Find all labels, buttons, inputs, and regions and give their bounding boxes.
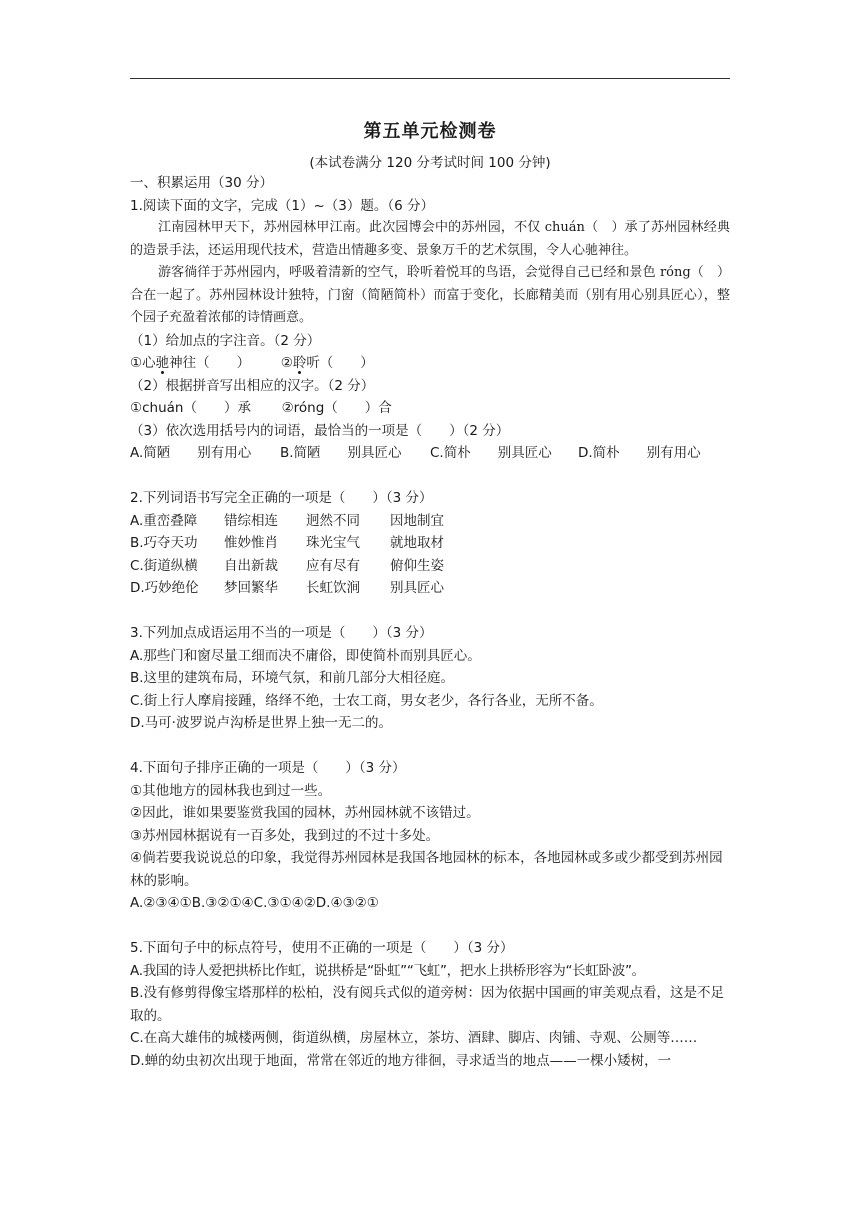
question-5-option-b: B.没有修剪得像宝塔那样的松柏，没有阅兵式似的道旁树：因为依据中国画的审美观点看，这是不足取的。 <box>130 985 725 1024</box>
question-4-item-2: ②因此，谁如果要鉴赏我国的园林，苏州园林就不该错过。 <box>130 805 480 821</box>
header-rule <box>130 78 730 79</box>
word: 错综相连 <box>224 512 278 529</box>
question-4-answers: A.②③④①B.③②①④C.③①④②D.④③②① <box>130 895 379 911</box>
question-1-options <box>130 442 730 465</box>
dotted-char: 聆 <box>292 355 307 371</box>
word: 迥然不同 <box>306 512 360 529</box>
exam-content <box>130 172 730 1072</box>
option-a: A.简陋 别有用心 <box>130 445 252 461</box>
section-heading: 一、积累运用（30 分） <box>130 175 273 191</box>
question-1-sub-3: （3）依次选用括号内的词语，最恰当的一项是（ ）（2 分） <box>130 422 510 439</box>
question-3-option-d: D.马可·波罗说卢沟桥是世界上独一无二的。 <box>130 715 392 731</box>
sub-2-item-b: ②róng（ ）合 <box>281 400 392 416</box>
word: 就地取材 <box>390 535 444 551</box>
word: 惟妙惟肖 <box>224 535 278 551</box>
question-4-item-3: ③苏州园林据说有一百多处，我到过的不过十多处。 <box>130 827 440 844</box>
question-5-option-d: D.蝉的幼虫初次出现于地面，常常在邻近的地方徘徊，寻求适当的地点——一棵小矮树，一 <box>130 1052 672 1069</box>
question-5-option-a: A.我国的诗人爱把拱桥比作虹，说拱桥是“卧虹”“飞虹”，把水上拱桥形容为“长虹卧波”。 <box>130 962 645 979</box>
word: 俯仰生姿 <box>390 557 444 574</box>
question-1-sub-1: （1）给加点的字注音。（2 分） <box>130 332 321 349</box>
question-4-stem: 4.下面句子排序正确的一项是（ ）（3 分） <box>130 760 406 776</box>
word: B.巧夺天功 <box>130 535 198 551</box>
page-title: 第五单元检测卷 <box>363 121 497 142</box>
word: C.街道纵横 <box>130 557 198 574</box>
sub-2-item-a: ①chuán（ ）承 <box>130 400 251 416</box>
word: 因地制宜 <box>390 512 444 529</box>
question-2-row-b <box>130 532 730 555</box>
question-1-passage-1: 江南园林甲天下，苏州园林甲江南。此次园博会中的苏州园，不仅 chuán（ ）承了苏州园林经典的造景手法，还运用现代技术，营造出情趣多变、景象万千的艺术氛围，令人心驰神往。 <box>130 220 730 258</box>
word: A.重峦叠障 <box>130 512 198 529</box>
word: 长虹饮涧 <box>306 580 360 596</box>
page-subtitle: (本试卷满分 120 分考试时间 100 分钟) <box>309 155 551 171</box>
question-2-stem: 2.下列词语书写完全正确的一项是（ ）（3 分） <box>130 490 433 506</box>
question-2-row-d <box>130 577 730 600</box>
question-4-item-4: ④倘若要我说说总的印象，我觉得苏州园林是我国各地园林的标本，各地园林或多或少都受到苏州园林的影响。 <box>130 850 723 889</box>
word: 应有尽有 <box>306 557 360 574</box>
question-5-option-c: C.在高大雄伟的城楼两侧，街道纵横，房屋林立，茶坊、酒肆、脚店、肉铺、寺观、公厕等…… <box>130 1030 698 1046</box>
question-1-passage-2: 游客徜徉于苏州园内，呼吸着清新的空气，聆听着悦耳的鸟语，会觉得自己已经和景色 róng（ ）合在一起了。苏州园林设计独特，门窗（简陋简朴）而富于变化，长廊精美而（别有用心别具匠心），整个园子充盈着浓郁的诗情画意。 <box>130 265 730 325</box>
question-1-sub-2: （2）根据拼音写出相应的汉字。（2 分） <box>130 377 375 394</box>
option-d: D.简朴 别有用心 <box>578 445 701 461</box>
question-4-item-1: ①其他地方的园林我也到过一些。 <box>130 782 332 799</box>
word: D.巧妙绝伦 <box>130 580 199 596</box>
question-1-sub-1-items <box>130 352 730 375</box>
word: 别具匠心 <box>390 580 444 596</box>
question-3-option-b: B.这里的建筑布局，环境气氛，和前几部分大相径庭。 <box>130 670 455 686</box>
question-3-option-a: A.那些门和窗尽量工细而决不庸俗，即使简朴而别具匠心。 <box>130 647 481 664</box>
question-5-stem: 5.下面句子中的标点符号，使用不正确的一项是（ ）（3 分） <box>130 940 514 956</box>
question-1-stem: 1.阅读下面的文字，完成（1）~（3）题。（6 分） <box>130 197 434 214</box>
word: 自出新裁 <box>224 557 278 574</box>
word: 珠光宝气 <box>306 535 360 551</box>
question-1-sub-2-items <box>130 397 730 420</box>
sub-1-item-b: ②聆听（ ） <box>280 355 374 371</box>
dotted-char: 驰 <box>155 355 170 371</box>
option-c: C.简朴 别具匠心 <box>430 445 552 461</box>
sub-1-item-a: ①心驰神往（ ） <box>130 355 251 371</box>
option-b: B.简陋 别具匠心 <box>280 445 402 461</box>
question-2-row-a <box>130 510 730 533</box>
question-2-row-c <box>130 555 730 578</box>
question-3-stem: 3.下列加点成语运用不当的一项是（ ）（3 分） <box>130 625 433 641</box>
word: 梦回繁华 <box>224 580 278 596</box>
question-3-option-c: C.街上行人摩肩接踵，络绎不绝，士农工商，男女老少，各行各业，无所不备。 <box>130 692 603 709</box>
